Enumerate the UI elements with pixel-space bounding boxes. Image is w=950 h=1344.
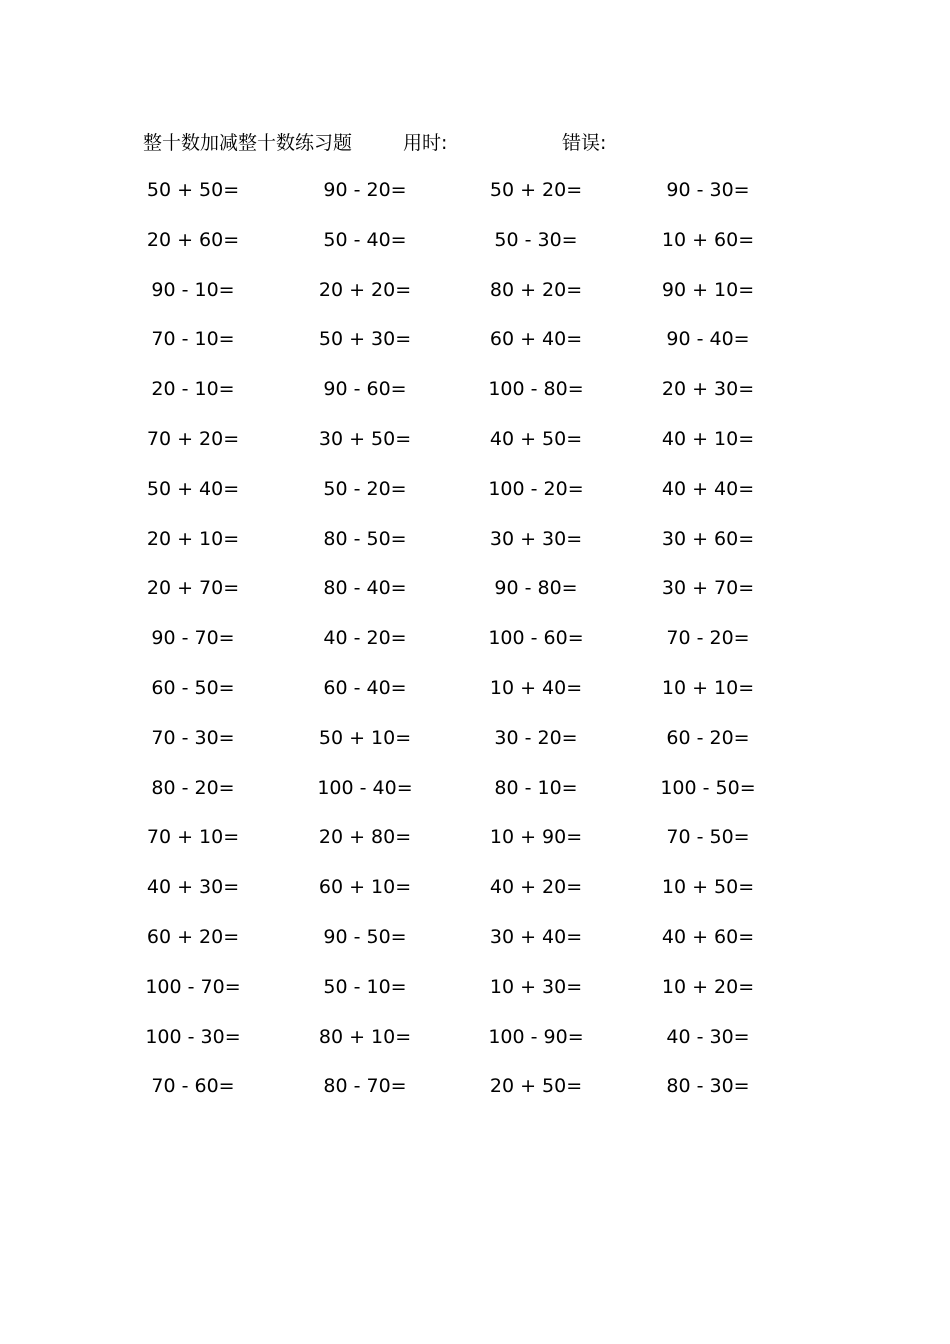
arithmetic-problem: 40 - 20= <box>323 627 407 650</box>
arithmetic-problem: 30 + 50= <box>318 427 412 450</box>
arithmetic-problem: 50 - 30= <box>494 228 578 251</box>
arithmetic-problem: 30 + 40= <box>489 925 583 948</box>
arithmetic-problem: 20 + 50= <box>489 1075 583 1098</box>
arithmetic-problem: 50 + 10= <box>318 726 412 749</box>
arithmetic-problem: 50 + 40= <box>146 477 240 500</box>
problem-row <box>0 922 950 972</box>
arithmetic-problem: 70 + 10= <box>146 826 240 849</box>
problem-row <box>0 573 950 623</box>
arithmetic-problem: 70 - 20= <box>666 627 750 650</box>
problem-row <box>0 324 950 374</box>
arithmetic-problem: 90 - 10= <box>151 278 235 301</box>
arithmetic-problem: 80 - 30= <box>666 1075 750 1098</box>
arithmetic-problem: 30 + 30= <box>489 527 583 550</box>
arithmetic-problem: 80 - 50= <box>323 527 407 550</box>
worksheet-title: 整十数加减整十数练习题 <box>143 132 353 154</box>
problem-row <box>0 723 950 773</box>
problem-row <box>0 474 950 524</box>
problem-row <box>0 374 950 424</box>
arithmetic-problem: 40 + 50= <box>489 427 583 450</box>
arithmetic-problem: 80 + 20= <box>489 278 583 301</box>
arithmetic-problem: 40 - 30= <box>666 1025 750 1048</box>
arithmetic-problem: 50 - 10= <box>323 975 407 998</box>
arithmetic-problem: 30 + 60= <box>661 527 755 550</box>
arithmetic-problem: 60 - 50= <box>151 676 235 699</box>
arithmetic-problem: 60 - 20= <box>666 726 750 749</box>
arithmetic-problem: 20 + 60= <box>146 228 240 251</box>
arithmetic-problem: 40 + 40= <box>661 477 755 500</box>
arithmetic-problem: 100 - 90= <box>488 1025 584 1048</box>
arithmetic-problem: 100 - 80= <box>488 378 584 401</box>
problem-row <box>0 623 950 673</box>
arithmetic-problem: 50 + 30= <box>318 328 412 351</box>
problem-row <box>0 673 950 723</box>
arithmetic-problem: 100 - 50= <box>660 776 756 799</box>
arithmetic-problem: 70 + 20= <box>146 427 240 450</box>
problem-row <box>0 275 950 325</box>
problem-row <box>0 424 950 474</box>
arithmetic-problem: 100 - 40= <box>317 776 413 799</box>
arithmetic-problem: 60 - 40= <box>323 676 407 699</box>
worksheet-header <box>0 128 950 158</box>
arithmetic-problem: 90 - 80= <box>494 577 578 600</box>
problem-grid <box>0 175 950 1121</box>
arithmetic-problem: 60 + 20= <box>146 925 240 948</box>
arithmetic-problem: 20 + 80= <box>318 826 412 849</box>
arithmetic-problem: 90 - 20= <box>323 179 407 201</box>
arithmetic-problem: 20 + 10= <box>146 527 240 550</box>
arithmetic-problem: 90 + 10= <box>661 278 755 301</box>
arithmetic-problem: 30 - 20= <box>494 726 578 749</box>
arithmetic-problem: 10 + 40= <box>489 676 583 699</box>
arithmetic-problem: 40 + 60= <box>661 925 755 948</box>
arithmetic-problem: 50 - 40= <box>323 228 407 251</box>
arithmetic-problem: 100 - 20= <box>488 477 584 500</box>
arithmetic-problem: 40 + 30= <box>146 876 240 899</box>
arithmetic-problem: 90 - 30= <box>666 179 750 201</box>
time-used-label: 用时: <box>403 132 448 154</box>
arithmetic-problem: 80 + 10= <box>318 1025 412 1048</box>
arithmetic-problem: 10 + 90= <box>489 826 583 849</box>
arithmetic-problem: 80 - 20= <box>151 776 235 799</box>
arithmetic-problem: 80 - 10= <box>494 776 578 799</box>
arithmetic-problem: 30 + 70= <box>661 577 755 600</box>
arithmetic-problem: 20 + 30= <box>661 378 755 401</box>
arithmetic-problem: 20 + 20= <box>318 278 412 301</box>
arithmetic-problem: 10 + 60= <box>661 228 755 251</box>
arithmetic-problem: 70 - 50= <box>666 826 750 849</box>
arithmetic-problem: 20 - 10= <box>151 378 235 401</box>
problem-row <box>0 1071 950 1121</box>
problem-row <box>0 773 950 823</box>
problem-row <box>0 175 950 225</box>
problem-row <box>0 225 950 275</box>
arithmetic-problem: 50 + 50= <box>146 179 240 201</box>
arithmetic-problem: 20 + 70= <box>146 577 240 600</box>
arithmetic-problem: 90 - 50= <box>323 925 407 948</box>
arithmetic-problem: 60 + 40= <box>489 328 583 351</box>
arithmetic-problem: 70 - 60= <box>151 1075 235 1098</box>
arithmetic-problem: 60 + 10= <box>318 876 412 899</box>
arithmetic-problem: 90 - 60= <box>323 378 407 401</box>
arithmetic-problem: 90 - 40= <box>666 328 750 351</box>
errors-label: 错误: <box>562 132 607 154</box>
problem-row <box>0 872 950 922</box>
arithmetic-problem: 10 + 20= <box>661 975 755 998</box>
arithmetic-problem: 100 - 60= <box>488 627 584 650</box>
arithmetic-problem: 80 - 70= <box>323 1075 407 1098</box>
arithmetic-problem: 40 + 10= <box>661 427 755 450</box>
arithmetic-problem: 40 + 20= <box>489 876 583 899</box>
arithmetic-problem: 100 - 30= <box>145 1025 241 1048</box>
problem-row <box>0 524 950 574</box>
arithmetic-problem: 80 - 40= <box>323 577 407 600</box>
arithmetic-problem: 10 + 30= <box>489 975 583 998</box>
arithmetic-problem: 90 - 70= <box>151 627 235 650</box>
arithmetic-problem: 100 - 70= <box>145 975 241 998</box>
problem-row <box>0 822 950 872</box>
arithmetic-problem: 10 + 50= <box>661 876 755 899</box>
arithmetic-problem: 70 - 30= <box>151 726 235 749</box>
problem-row <box>0 972 950 1022</box>
arithmetic-problem: 10 + 10= <box>661 676 755 699</box>
arithmetic-problem: 50 + 20= <box>489 179 583 201</box>
arithmetic-problem: 70 - 10= <box>151 328 235 351</box>
arithmetic-problem: 50 - 20= <box>323 477 407 500</box>
problem-row <box>0 1022 950 1072</box>
